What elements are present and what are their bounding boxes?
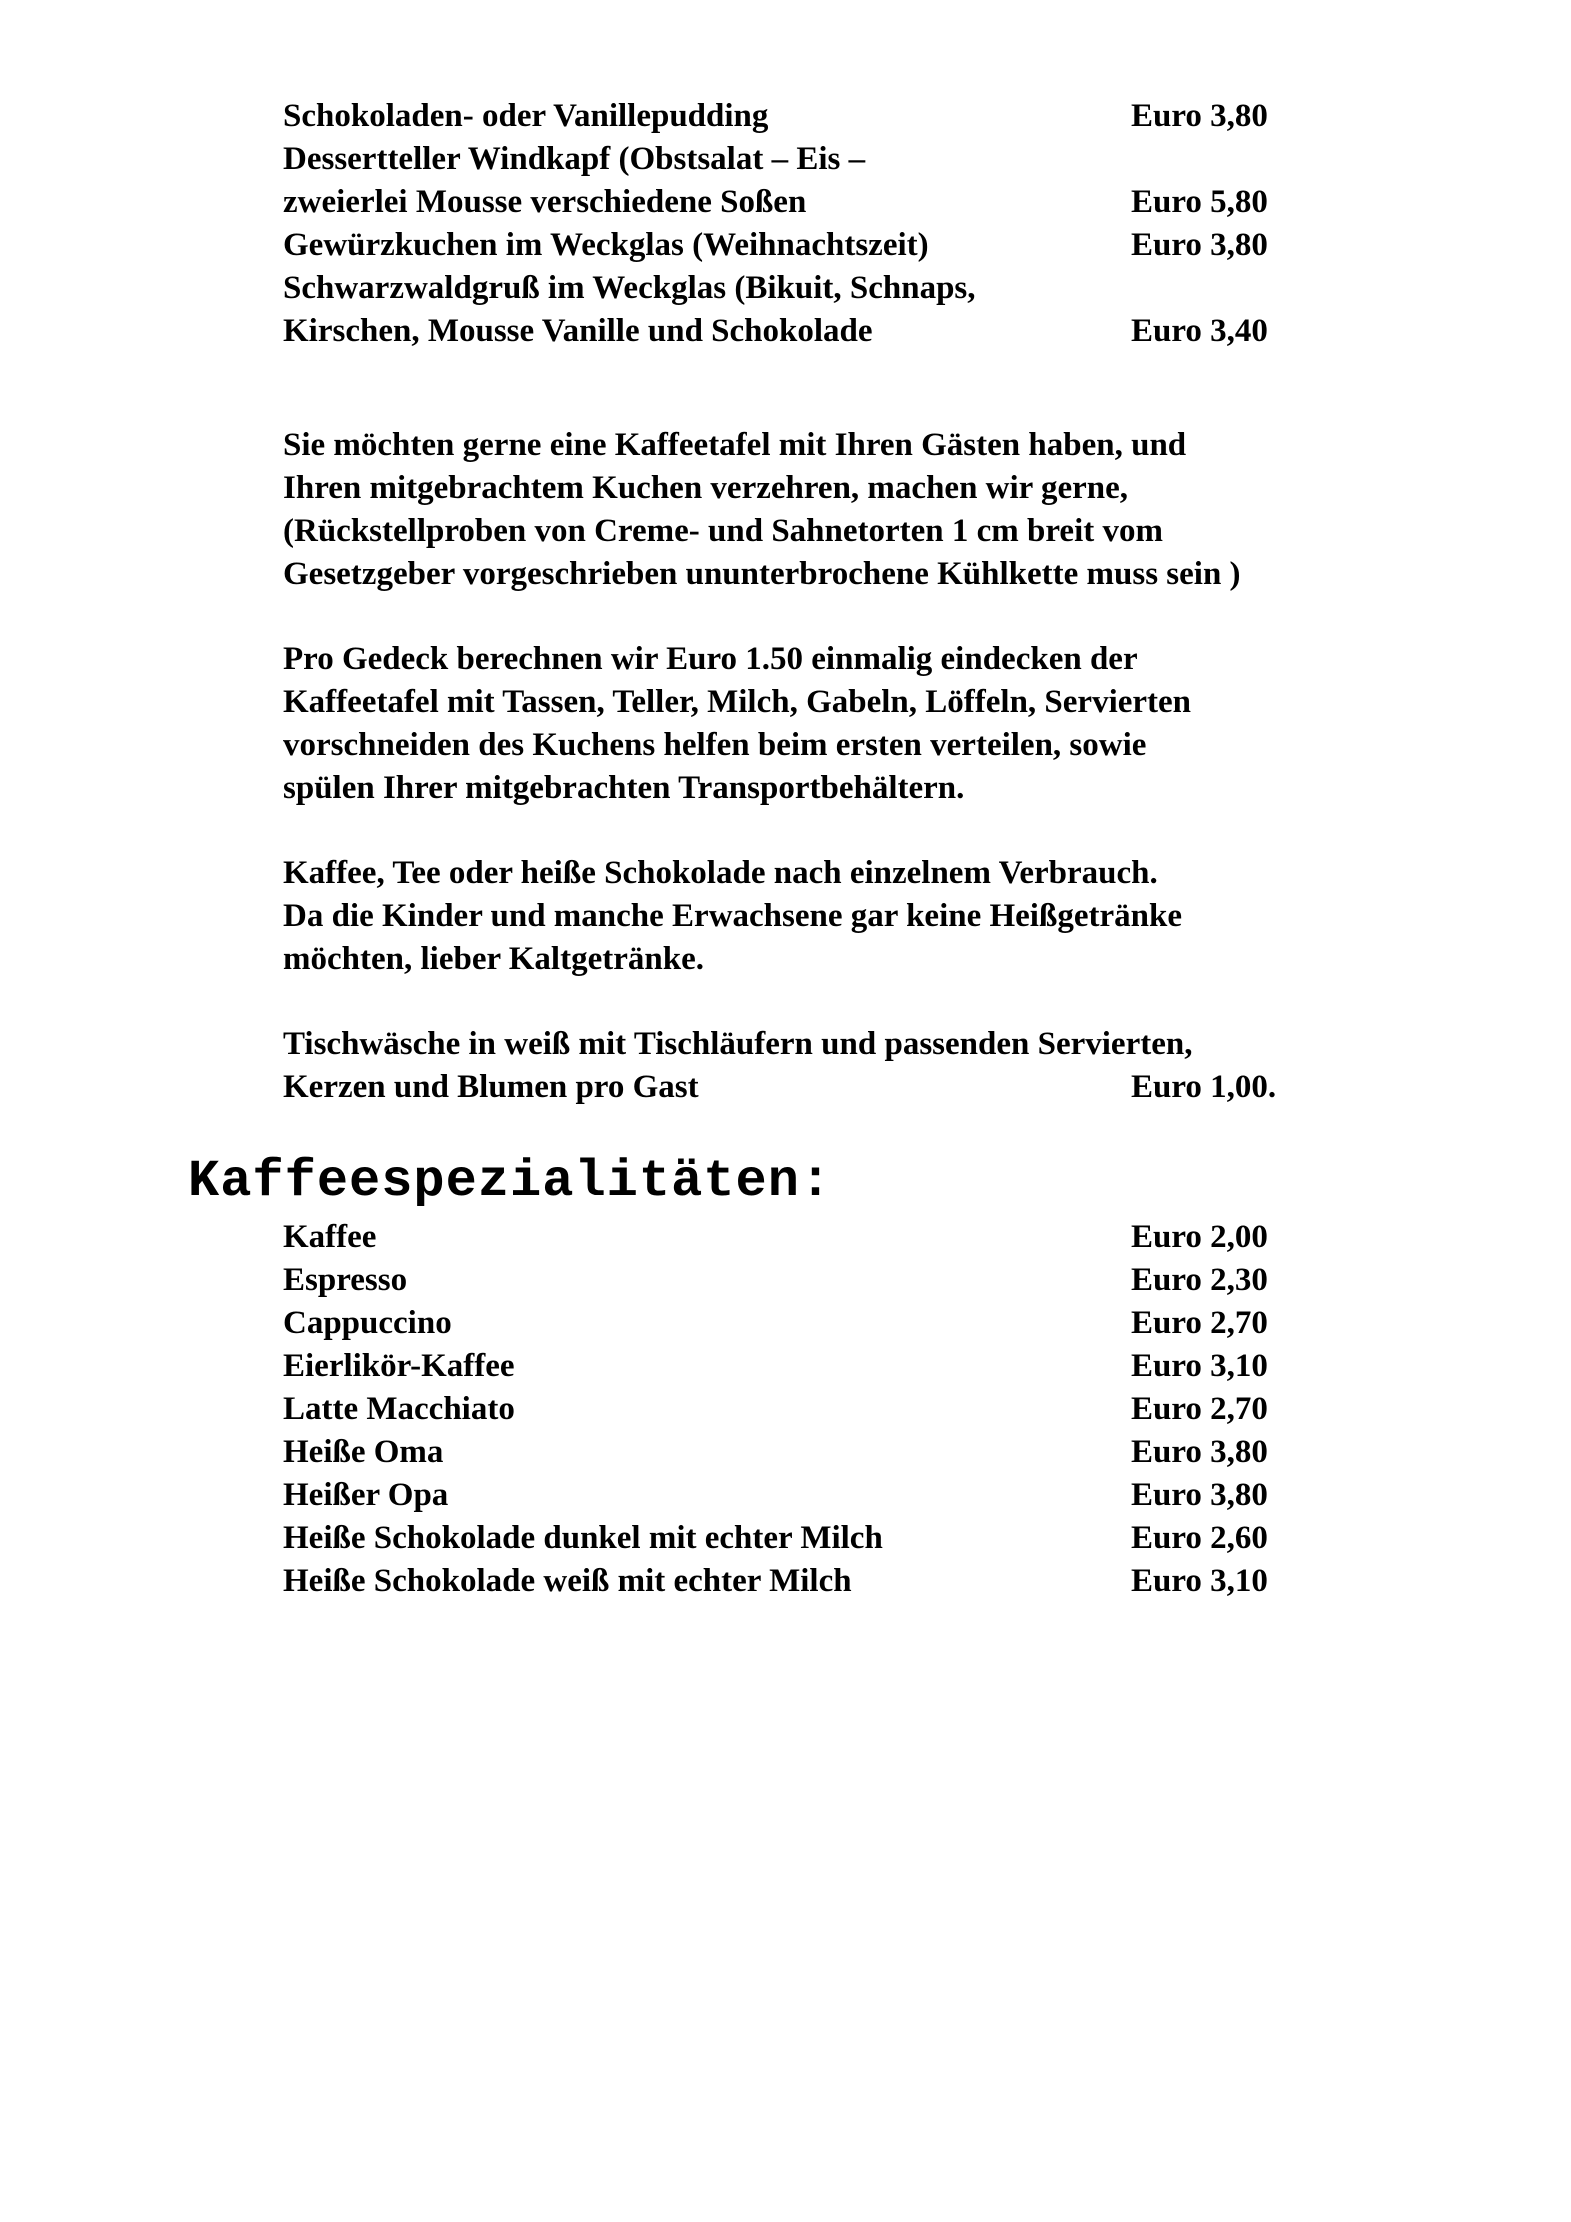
table-linen-price: Euro 1,00. xyxy=(1131,1069,1277,1105)
info-paragraph-getraenke xyxy=(283,852,1383,981)
coffee-list xyxy=(283,1216,1383,1603)
paragraph-line xyxy=(283,938,1383,981)
coffee-name: Eierlikör-Kaffee xyxy=(283,1348,515,1384)
dessert-price: Euro 3,40 xyxy=(1131,313,1268,349)
coffee-item xyxy=(283,1259,1383,1302)
paragraph-text: möchten, lieber Kaltgetränke. xyxy=(283,941,704,977)
coffee-section-heading: Kaffeespezialitäten: xyxy=(188,1152,833,1211)
dessert-name: Gewürzkuchen im Weckglas (Weihnachtszeit) xyxy=(283,227,929,263)
coffee-price: Euro 3,80 xyxy=(1131,1477,1268,1513)
paragraph-line xyxy=(283,724,1383,767)
dessert-price: Euro 5,80 xyxy=(1131,184,1268,220)
coffee-price: Euro 2,70 xyxy=(1131,1391,1268,1427)
paragraph-line xyxy=(283,852,1383,895)
dessert-name: Kirschen, Mousse Vanille und Schokolade xyxy=(283,313,873,349)
paragraph-line xyxy=(283,553,1383,596)
dessert-name: Schokoladen- oder Vanillepudding xyxy=(283,98,769,134)
dessert-price: Euro 3,80 xyxy=(1131,98,1268,134)
paragraph-line xyxy=(283,638,1383,681)
dessert-list xyxy=(283,95,1383,353)
paragraph-text: Sie möchten gerne eine Kaffeetafel mit Ihren Gästen haben, und xyxy=(283,427,1187,463)
coffee-item xyxy=(283,1560,1383,1603)
coffee-price: Euro 3,80 xyxy=(1131,1434,1268,1470)
dessert-name: Schwarzwaldgruß im Weckglas (Bikuit, Schnaps, xyxy=(283,270,976,306)
paragraph-text: Da die Kinder und manche Erwachsene gar keine Heißgetränke xyxy=(283,898,1182,934)
coffee-item xyxy=(283,1474,1383,1517)
dessert-name: Dessertteller Windkapf (Obstsalat – Eis – xyxy=(283,141,866,177)
paragraph-text: (Rückstellproben von Creme- und Sahnetorten 1 cm breit vom xyxy=(283,513,1163,549)
table-linen-offer xyxy=(283,1023,1383,1109)
info-paragraph-gedeck xyxy=(283,638,1383,810)
coffee-name: Heißer Opa xyxy=(283,1477,449,1513)
coffee-name: Heiße Schokolade weiß mit echter Milch xyxy=(283,1563,852,1599)
paragraph-line xyxy=(283,424,1383,467)
paragraph-line xyxy=(283,467,1383,510)
coffee-price: Euro 2,00 xyxy=(1131,1219,1268,1255)
coffee-price: Euro 2,60 xyxy=(1131,1520,1268,1556)
paragraph-text: vorschneiden des Kuchens helfen beim ersten verteilen, sowie xyxy=(283,727,1147,763)
paragraph-line xyxy=(283,767,1383,810)
coffee-name: Latte Macchiato xyxy=(283,1391,515,1427)
coffee-name: Espresso xyxy=(283,1262,408,1298)
coffee-price: Euro 3,10 xyxy=(1131,1563,1268,1599)
dessert-item xyxy=(283,138,1383,181)
paragraph-text: spülen Ihrer mitgebrachten Transportbehältern. xyxy=(283,770,965,806)
paragraph-text: Pro Gedeck berechnen wir Euro 1.50 einmalig eindecken der xyxy=(283,641,1138,677)
coffee-name: Heiße Oma xyxy=(283,1434,444,1470)
coffee-name: Kaffee xyxy=(283,1219,377,1255)
paragraph-line xyxy=(283,895,1383,938)
dessert-name: zweierlei Mousse verschiedene Soßen xyxy=(283,184,807,220)
coffee-item xyxy=(283,1216,1383,1259)
info-paragraph-kaffeetafel xyxy=(283,424,1383,596)
dessert-item xyxy=(283,224,1383,267)
dessert-item-continued xyxy=(283,310,1383,353)
dessert-item xyxy=(283,95,1383,138)
paragraph-text: Kaffeetafel mit Tassen, Teller, Milch, Gabeln, Löffeln, Servierten xyxy=(283,684,1192,720)
paragraph-text: Ihren mitgebrachtem Kuchen verzehren, machen wir gerne, xyxy=(283,470,1129,506)
coffee-item xyxy=(283,1302,1383,1345)
paragraph-line xyxy=(283,1023,1383,1066)
table-linen-text: Kerzen und Blumen pro Gast xyxy=(283,1069,699,1105)
dessert-price: Euro 3,80 xyxy=(1131,227,1268,263)
coffee-price: Euro 3,10 xyxy=(1131,1348,1268,1384)
coffee-name: Heiße Schokolade dunkel mit echter Milch xyxy=(283,1520,883,1556)
paragraph-line xyxy=(283,681,1383,724)
coffee-item xyxy=(283,1388,1383,1431)
paragraph-line xyxy=(283,510,1383,553)
coffee-item xyxy=(283,1431,1383,1474)
table-linen-text: Tischwäsche in weiß mit Tischläufern und passenden Servierten, xyxy=(283,1026,1193,1062)
coffee-price: Euro 2,30 xyxy=(1131,1262,1268,1298)
coffee-item xyxy=(283,1517,1383,1560)
dessert-item xyxy=(283,267,1383,310)
dessert-item-continued xyxy=(283,181,1383,224)
paragraph-line xyxy=(283,1066,1383,1109)
coffee-price: Euro 2,70 xyxy=(1131,1305,1268,1341)
paragraph-text: Kaffee, Tee oder heiße Schokolade nach einzelnem Verbrauch. xyxy=(283,855,1158,891)
paragraph-text: Gesetzgeber vorgeschrieben ununterbrochene Kühlkette muss sein ) xyxy=(283,556,1241,592)
coffee-name: Cappuccino xyxy=(283,1305,452,1341)
coffee-item xyxy=(283,1345,1383,1388)
